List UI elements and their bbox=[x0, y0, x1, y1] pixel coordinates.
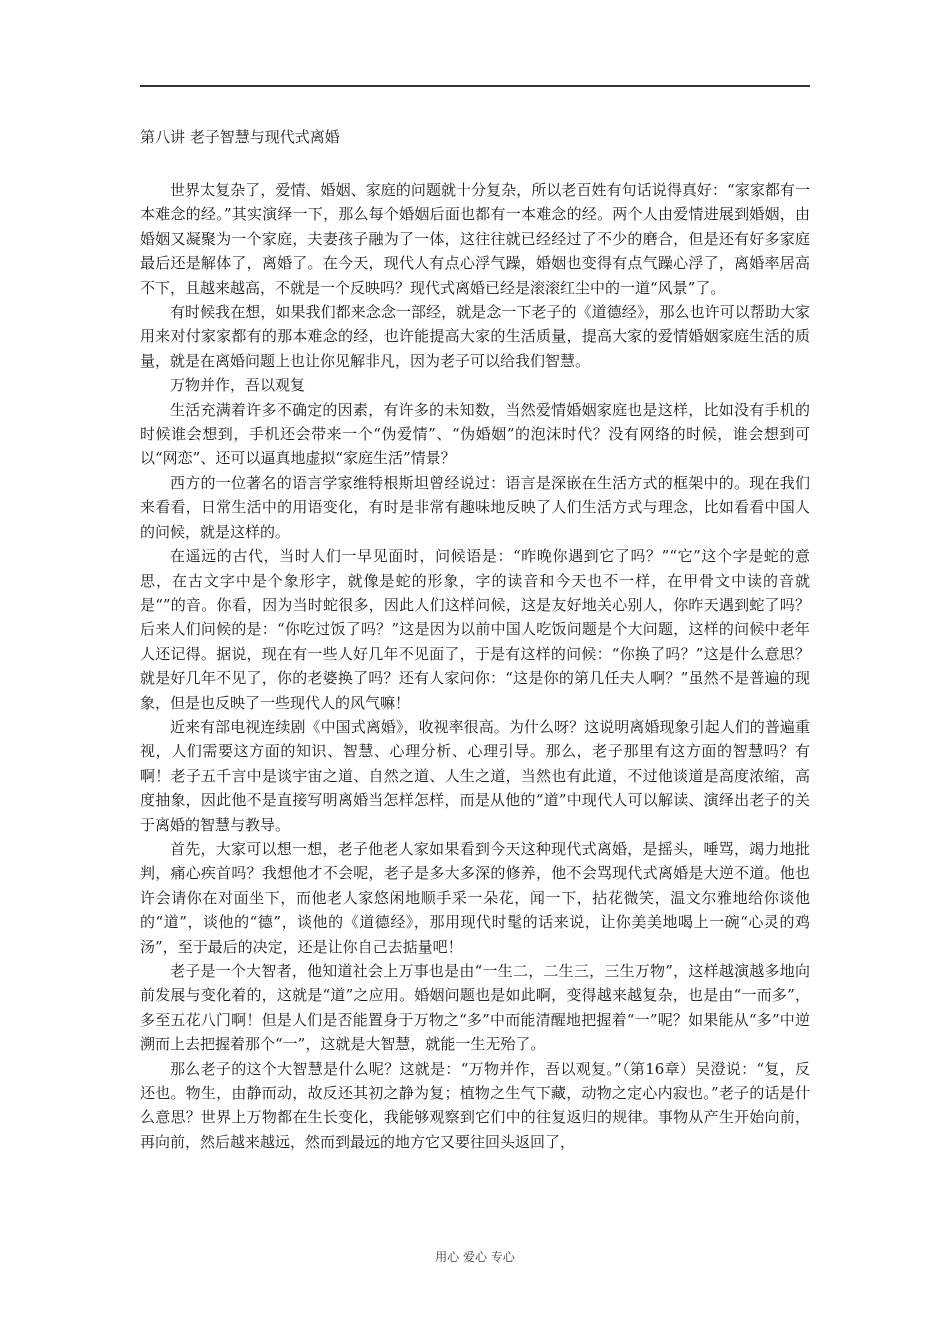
paragraph: 近来有部电视连续剧《中国式离婚》，收视率很高。为什么呀？这说明离婚现象引起人们的普遍重视，人们需要这方面的知识、智慧、心理分析、心理引导。那么，老子那里有这方面的智慧吗？有啊！老子五千言中是谈宇宙之道、自然之道、人生之道，当然也有此道，不过他谈道是高度浓缩，高度抽象，因此他不是直接写明离婚当怎样怎样，而是从他的“道”中现代人可以解读、演绎出老子的关于离婚的智慧与教导。 bbox=[140, 717, 810, 834]
paragraph: 在遥远的古代，当时人们一早见面时，问候语是：“昨晚你遇到它了吗？”“它”这个字是蛇的意思，在古文字中是个象形字，就像是蛇的形象，字的读音和今天也不一样，在甲骨文中读的音就是“”的音。你看，因为当时蛇很多，因此人们这样问候，这是友好地关心别人，你昨天遇到蛇了吗？后来人们问候的是：“你吃过饭了吗？”这是因为以前中国人吃饭问题是个大问题，这样的问候中老年人还记得。据说，现在有一些人好几年不见面了，于是有这样的问候：“你换了吗？”这是什么意思？就是好几年不见了，你的老婆换了吗？还有人家问你：“这是你的第几任夫人啊？”虽然不是普遍的现象，但是也反映了一些现代人的风气嘛！ bbox=[140, 547, 810, 712]
paragraph: 老子是一个大智者，他知道社会上万事也是由“一生二，二生三，三生万物”，这样越演越多地向前发展与变化着的，这就是“道”之应用。婚姻问题也是如此啊，变得越来越复杂，也是由“一而多”，多至五花八门啊！但是人们是否能置身于万物之“多”中而能清醒地把握着“一”呢？如果能从“多”中逆溯而上去把握着那个“一”，这就是大智慧，就能一生无殆了。 bbox=[140, 962, 810, 1054]
section-heading: 万物并作，吾以观复 bbox=[170, 376, 306, 395]
paragraph: 首先，大家可以想一想，老子他老人家如果看到今天这种现代式离婚，是摇头，唾骂，竭力地批判，痛心疾首吗？我想他才不会呢，老子是多大多深的修养，他不会骂现代式离婚是大逆不道。他也许会请你在对面坐下，而他老人家悠闲地顺手采一朵花，闻一下，拈花微笑，温文尔雅地给你谈他的“道”，谈他的“德”，谈他的《道德经》，那用现代时髦的话来说，让你美美地喝上一碗“心灵的鸡汤”，至于最后的决定，还是让你自己去掂量吧！ bbox=[140, 839, 810, 956]
paragraph: 世界太复杂了，爱情、婚姻、家庭的问题就十分复杂，所以老百姓有句话说得真好：“家家都有一本难念的经。”其实演绎一下，那么每个婚姻后面也都有一本难念的经。两个人由爱情进展到婚姻，由婚姻又凝聚为一个家庭，夫妻孩子融为了一体，这往往就已经经过了不少的磨合，但是还有好多家庭最后还是解体了，离婚了。在今天，现代人有点心浮气躁，婚姻也变得有点气躁心浮了，离婚率居高不下，且越来越高，不就是一个反映吗？现代式离婚已经是滚滚红尘中的一道“风景”了。 bbox=[140, 181, 810, 297]
paragraph: 有时候我在想，如果我们都来念念一部经，就是念一下老子的《道德经》，那么也许可以帮助大家用来对付家家都有的那本难念的经，也许能提高大家的生活质量，提高大家的爱情婚姻家庭生活的质量，就是在离婚问题上也让你见解非凡，因为老子可以给我们智慧。 bbox=[140, 303, 810, 370]
paragraph: 那么老子的这个大智慧是什么呢？这就是：“万物并作，吾以观复。”（第16章）吴澄说：“复，反还也。物生，由静而动，故反还其初之静为复；植物之生气下藏，动物之定心内寂也。”老子的话是什么意思？世界上万物都在生长变化，我能够观察到它们中的往复返归的规律。事物从产生开始向前，再向前，然后越来越远，然而到最远的地方它又要往回头返回了， bbox=[140, 1059, 810, 1151]
paragraph: 西方的一位著名的语言学家维特根斯坦曾经说过：语言是深嵌在生活方式的框架中的。现在我们来看看，日常生活中的用语变化，有时是非常有趣味地反映了人们生活方式与理念，比如看看中国人的问候，就是这样的。 bbox=[140, 473, 810, 541]
document-title: 第八讲 老子智慧与现代式离婚 bbox=[140, 128, 340, 146]
page-footer: 用心 爱心 专心 bbox=[435, 1250, 515, 1264]
paragraph: 生活充满着许多不确定的因素，有许多的未知数，当然爱情婚姻家庭也是这样，比如没有手机的时候谁会想到，手机还会带来一个“伪爱情”、“伪婚姻”的泡沫时代？没有网络的时候，谁会想到可以“网恋”、还可以逼真地虚拟“家庭生活”情景？ bbox=[140, 400, 810, 468]
document-body bbox=[140, 178, 810, 1154]
header-rule bbox=[140, 85, 810, 87]
